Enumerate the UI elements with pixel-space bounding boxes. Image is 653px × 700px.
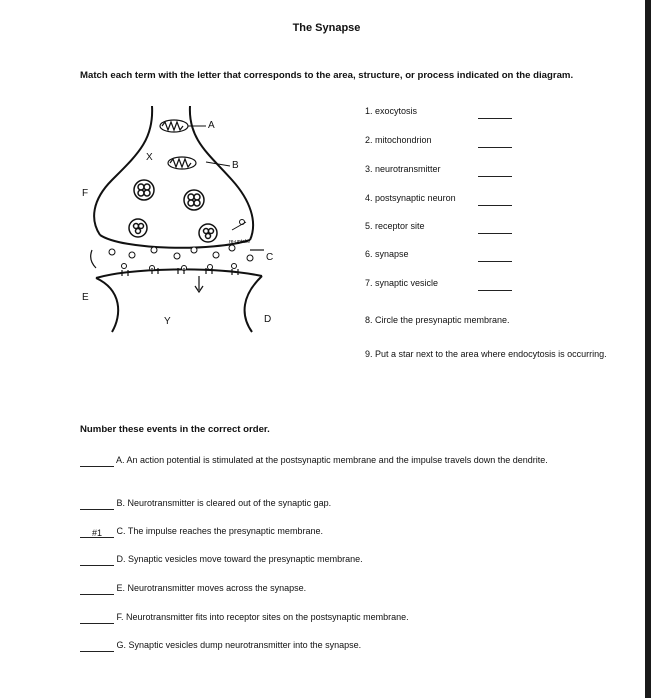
- event-answer-blank[interactable]: [80, 499, 114, 510]
- event-row: A. An action potential is stimulated at the postsynaptic membrane and the impulse travels down the dendrite.: [80, 454, 600, 467]
- term-row: 3. neurotransmitter: [365, 164, 441, 174]
- presynaptic-membrane: [100, 235, 250, 248]
- term-row: 7. synaptic vesicle: [365, 278, 439, 288]
- label-x: X: [146, 152, 153, 163]
- label-f: F: [82, 188, 89, 199]
- label-c: C: [266, 252, 274, 263]
- event-row: D. Synaptic vesicles move toward the presynaptic membrane.: [80, 553, 600, 566]
- event-answer-blank[interactable]: [80, 641, 114, 652]
- reuptake-label: re-uptake: [229, 239, 251, 245]
- answer-blank[interactable]: [478, 205, 512, 206]
- label-d: D: [264, 314, 272, 325]
- synaptic-vesicle: [184, 190, 204, 210]
- question-9: 9. Put a star next to the area where endocytosis is occurring.: [365, 349, 607, 359]
- label-b: B: [232, 160, 239, 171]
- answer-blank[interactable]: [478, 147, 512, 148]
- event-answer-blank[interactable]: [80, 584, 114, 595]
- term-row: 6. synapse: [365, 249, 409, 259]
- event-row: G. Synaptic vesicles dump neurotransmitter into the synapse.: [80, 639, 600, 652]
- term-row: 5. receptor site: [365, 221, 425, 231]
- postsynaptic-outline-right: [245, 276, 262, 332]
- answer-blank[interactable]: [478, 118, 512, 119]
- postsynaptic-membrane: [96, 269, 262, 278]
- instruction-text: Match each term with the letter that corresponds to the area, structure, or process indicated on the diagram.: [80, 70, 574, 81]
- event-row: E. Neurotransmitter moves across the synapse.: [80, 582, 600, 595]
- postsynaptic-outline: [96, 278, 118, 332]
- event-answer-blank[interactable]: #1: [80, 527, 114, 538]
- label-e: E: [82, 292, 89, 303]
- answer-blank[interactable]: [478, 261, 512, 262]
- presynaptic-outline: [94, 106, 152, 235]
- term-row: 4. postsynaptic neuron: [365, 193, 456, 203]
- synaptic-vesicle: [134, 180, 154, 200]
- label-y: Y: [164, 316, 171, 327]
- term-row: 2. mitochondrion: [365, 135, 432, 145]
- synapse-diagram: [82, 100, 302, 345]
- event-answer-blank[interactable]: [80, 613, 114, 624]
- event-row: B. Neurotransmitter is cleared out of the synaptic gap.: [80, 497, 600, 510]
- answer-blank[interactable]: [478, 290, 512, 291]
- label-a: A: [208, 120, 215, 131]
- order-title: Number these events in the correct order.: [80, 424, 270, 435]
- term-row: 1. exocytosis: [365, 106, 418, 116]
- event-row: F. Neurotransmitter fits into receptor sites on the postsynaptic membrane.: [80, 611, 600, 624]
- event-answer-blank[interactable]: [80, 456, 114, 467]
- answer-blank[interactable]: [478, 233, 512, 234]
- page-title: The Synapse: [292, 22, 361, 34]
- event-answer-blank[interactable]: [80, 555, 114, 566]
- answer-blank[interactable]: [478, 176, 512, 177]
- question-8: 8. Circle the presynaptic membrane.: [365, 315, 510, 325]
- event-row: #1 C. The impulse reaches the presynaptic membrane.: [80, 525, 600, 538]
